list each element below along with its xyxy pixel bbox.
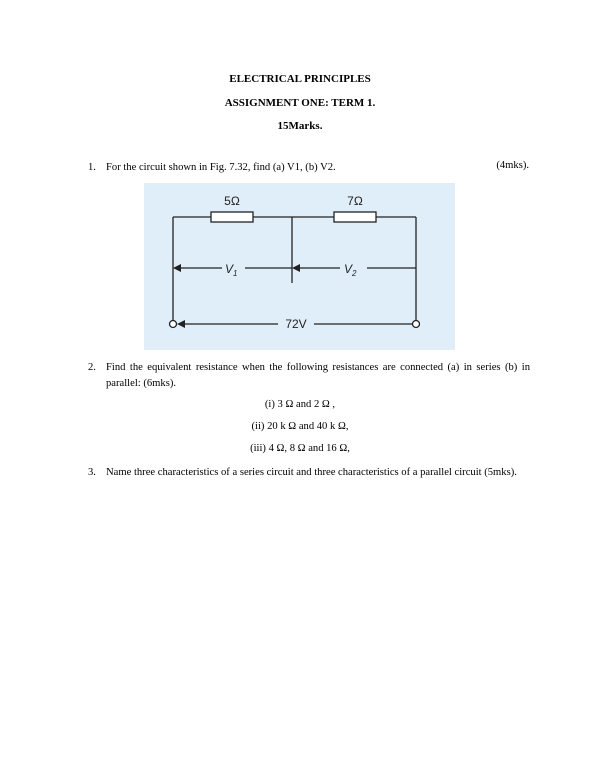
question-2-item-2: (ii) 20 k Ω and 40 k Ω, [251,421,349,432]
resistor-7-ohm-label: 7Ω [347,194,363,208]
question-2-number: 2. [88,362,96,373]
resistor-5-ohm [211,212,253,222]
question-1-number: 1. [88,162,96,173]
circuit-figure [144,183,455,350]
terminal-right [413,321,420,328]
total-marks: 15Marks. [277,120,323,132]
question-2 [88,360,530,394]
assignment-subtitle: ASSIGNMENT ONE: TERM 1. [224,97,376,109]
question-3-number: 3. [88,467,96,478]
resistor-5-ohm-label: 5Ω [224,194,240,208]
question-2-item-3: (iii) 4 Ω, 8 Ω and 16 Ω, [250,443,350,454]
v2-arrowhead [292,264,300,272]
v2-label: $V_2$ [344,262,357,278]
resistor-7-ohm [334,212,376,222]
question-3 [88,465,530,499]
question-2-item-1: (i) 3 Ω and 2 Ω , [264,399,336,410]
v1-label: $V_1$ [225,262,238,278]
supply-voltage-label: 72V [285,317,307,331]
question-1-text: For the circuit shown in Fig. 7.32, find (a) V1, (b) V2. [106,162,336,173]
document-title: ELECTRICAL PRINCIPLES [229,73,371,85]
question-2-text: Find the equivalent resistance when the following resistances are connected (a) in series (b) in parallel: (6mks). [106,362,530,389]
terminal-left [170,321,177,328]
supply-arrowhead [177,320,185,328]
v1-arrowhead [173,264,181,272]
question-3-text: Name three characteristics of a series circuit and three characteristics of a parallel circuit (5mks). [106,467,517,478]
question-1-marks: (4mks). [496,160,529,171]
circuit-diagram [144,183,455,350]
